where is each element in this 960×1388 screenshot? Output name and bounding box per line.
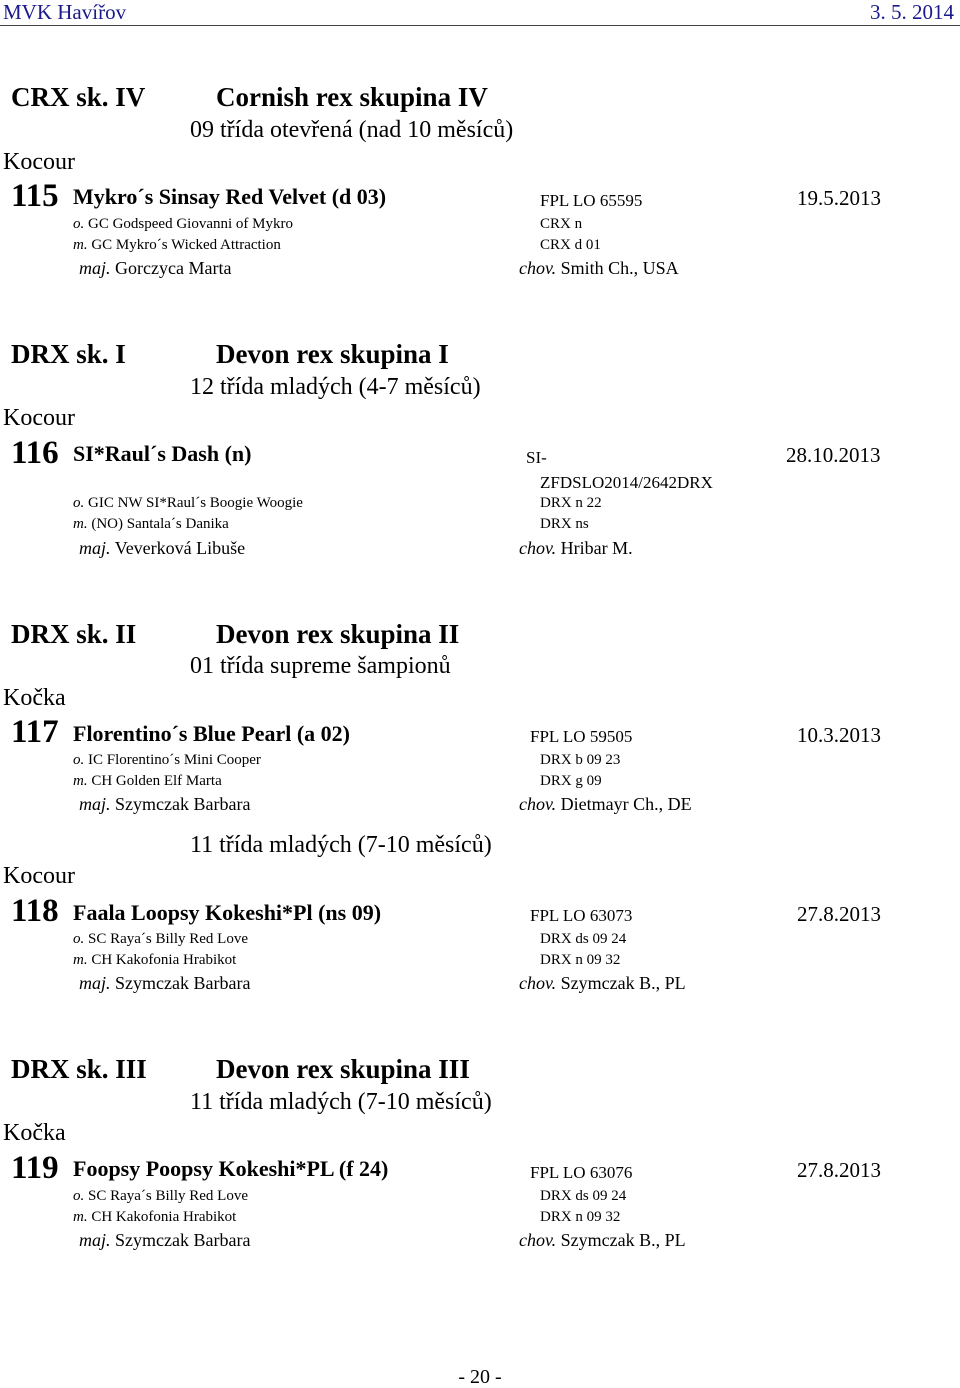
owner-prefix: maj. (79, 794, 111, 814)
group-code: CRX sk. IV (11, 82, 146, 112)
father-prefix: o. (73, 752, 85, 768)
breeder-name: Smith Ch., USA (560, 258, 679, 278)
breeder-name: Szymczak B., PL (560, 1230, 686, 1250)
father-name: GC Godspeed Giovanni of Mykro (88, 216, 293, 232)
group-code: DRX sk. II (11, 619, 137, 649)
mother-code: DRX n 09 32 (540, 1209, 621, 1225)
mother-name: CH Kakofonia Hrabikot (91, 1209, 237, 1225)
sex-label: Kocour (3, 149, 75, 175)
birth-date: 28.10.2013 (786, 443, 881, 467)
father-prefix: o. (73, 216, 85, 232)
mother-prefix: m. (73, 773, 88, 789)
father-code: DRX n 22 (540, 495, 602, 511)
reg-number: FPL LO 63076 (530, 1163, 633, 1182)
cat-number: 117 (11, 714, 59, 750)
owner-name: Szymczak Barbara (115, 794, 251, 814)
father-prefix: o. (73, 1188, 85, 1204)
sex-label: Kocour (3, 405, 75, 431)
father-code: DRX ds 09 24 (540, 931, 627, 947)
cat-name: Mykro´s Sinsay Red Velvet (d 03) (73, 184, 387, 209)
father-prefix: o. (73, 495, 85, 511)
breeder-prefix: chov. (519, 538, 557, 558)
cat-number: 118 (11, 893, 59, 929)
breeder-name: Dietmayr Ch., DE (560, 794, 692, 814)
header-divider (0, 25, 960, 26)
group-title: Devon rex skupina I (216, 339, 449, 369)
reg-number-line2: ZFDSLO2014/2642DRX (540, 473, 713, 492)
mother-code: DRX g 09 (540, 773, 602, 789)
mother-code: DRX ns (540, 516, 589, 532)
birth-date: 10.3.2013 (797, 723, 881, 747)
breeder-prefix: chov. (519, 794, 557, 814)
cat-name: Florentino´s Blue Pearl (a 02) (73, 721, 350, 746)
mother-prefix: m. (73, 237, 88, 253)
breeder-name: Hribar M. (560, 538, 633, 558)
owner-prefix: maj. (79, 973, 111, 993)
mother-name: CH Kakofonia Hrabikot (91, 952, 237, 968)
mother-prefix: m. (73, 952, 88, 968)
header-left: MVK Havířov (3, 0, 127, 24)
header-right: 3. 5. 2014 (870, 0, 954, 24)
mother-prefix: m. (73, 1209, 88, 1225)
owner-name: Gorczyca Marta (115, 258, 232, 278)
mother-name: (NO) Santala´s Danika (91, 516, 229, 532)
class-title: 01 třída supreme šampionů (190, 653, 451, 679)
reg-number: FPL LO 65595 (540, 191, 643, 210)
father-name: SC Raya´s Billy Red Love (88, 931, 248, 947)
sex-label: Kočka (3, 685, 66, 711)
cat-number: 115 (11, 178, 59, 214)
reg-number: FPL LO 63073 (530, 906, 633, 925)
owner-prefix: maj. (79, 1230, 111, 1250)
father-name: SC Raya´s Billy Red Love (88, 1188, 248, 1204)
owner-name: Szymczak Barbara (115, 1230, 251, 1250)
owner-prefix: maj. (79, 538, 111, 558)
class-title: 11 třída mladých (7-10 měsíců) (190, 832, 492, 858)
sex-label: Kočka (3, 1120, 66, 1146)
breeder-prefix: chov. (519, 258, 557, 278)
group-title: Devon rex skupina II (216, 619, 460, 649)
breeder-prefix: chov. (519, 973, 557, 993)
father-prefix: o. (73, 931, 85, 947)
father-name: GIC NW SI*Raul´s Boogie Woogie (88, 495, 303, 511)
cat-name: Faala Loopsy Kokeshi*Pl (ns 09) (73, 900, 382, 925)
sex-label: Kocour (3, 863, 75, 889)
owner-prefix: maj. (79, 258, 111, 278)
father-name: IC Florentino´s Mini Cooper (88, 752, 261, 768)
birth-date: 27.8.2013 (797, 1158, 881, 1182)
reg-number: FPL LO 59505 (530, 727, 633, 746)
father-code: DRX ds 09 24 (540, 1188, 627, 1204)
class-title: 12 třída mladých (4-7 měsíců) (190, 374, 481, 400)
birth-date: 27.8.2013 (797, 902, 881, 926)
mother-name: GC Mykro´s Wicked Attraction (91, 237, 281, 253)
mother-prefix: m. (73, 516, 88, 532)
breeder-prefix: chov. (519, 1230, 557, 1250)
birth-date: 19.5.2013 (797, 186, 881, 210)
father-code: CRX n (540, 216, 583, 232)
mother-code: CRX d 01 (540, 237, 601, 253)
class-title: 09 třída otevřená (nad 10 měsíců) (190, 117, 514, 143)
page-number: - 20 - (458, 1366, 502, 1388)
cat-number: 116 (11, 435, 59, 471)
father-code: DRX b 09 23 (540, 752, 621, 768)
group-title: Cornish rex skupina IV (216, 82, 488, 112)
group-code: DRX sk. III (11, 1054, 147, 1084)
cat-name: Foopsy Poopsy Kokeshi*PL (f 24) (73, 1156, 389, 1181)
cat-number: 119 (11, 1150, 59, 1186)
owner-name: Szymczak Barbara (115, 973, 251, 993)
class-title: 11 třída mladých (7-10 měsíců) (190, 1089, 492, 1115)
breeder-name: Szymczak B., PL (560, 973, 686, 993)
mother-name: CH Golden Elf Marta (91, 773, 222, 789)
group-title: Devon rex skupina III (216, 1054, 470, 1084)
mother-code: DRX n 09 32 (540, 952, 621, 968)
group-code: DRX sk. I (11, 339, 126, 369)
cat-name: SI*Raul´s Dash (n) (73, 441, 252, 466)
owner-name: Veverková Libuše (114, 538, 246, 558)
reg-number-line1: SI- (526, 448, 547, 467)
